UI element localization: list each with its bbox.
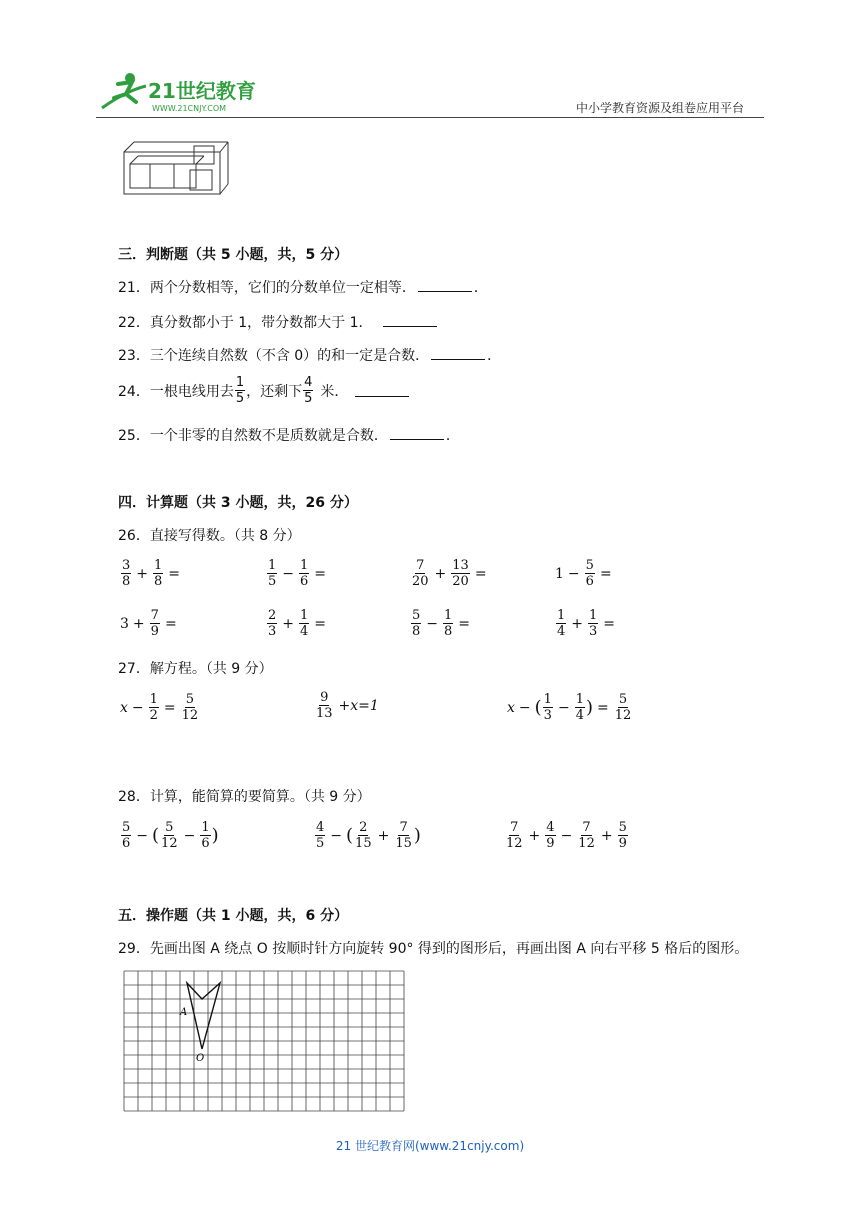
calculation-2: $\frac{4}{5}$ − ( $\frac{2}{15}$ + $\frac{7}{15}$ ) <box>316 820 421 851</box>
equation-1: x − $\frac{1}{2}$ = $\frac{5}{12}$ <box>120 692 199 723</box>
header-platform-name: 中小学教育资源及组卷应用平台 <box>576 101 745 115</box>
question-24: 24．一根电线用去 $\frac{1}{5}$ ，还剩下 $\frac{4}{5}$ 米． <box>118 375 411 406</box>
question-22: 22．真分数都小于 1，带分数都大于 1． <box>118 312 439 332</box>
question-29: 29．先画出图 A 绕点 O 按顺时针方向旋转 90° 得到的图形后，再画出图 A 向右平移 5 格后的图形。 <box>118 941 749 957</box>
question-26: 26．直接写得数。（共 8 分） <box>118 528 301 544</box>
section-4-title: 四．计算题（共 3 小题，共，26 分） <box>118 495 358 511</box>
logo-text: 21世纪教育 <box>148 79 256 103</box>
site-logo <box>96 68 266 116</box>
oral-calc-item: $\frac{7}{20}$ + $\frac{13}{20}$ = <box>412 558 487 589</box>
oral-calc-item: 1 − $\frac{5}{6}$ = <box>555 558 612 589</box>
label-o: O <box>196 1053 205 1064</box>
question-25: 25．一个非零的自然数不是质数就是合数． ． <box>118 428 460 444</box>
fraction: $\frac{4}{5}$ <box>304 375 313 406</box>
calculation-1: $\frac{5}{6}$ − ( $\frac{5}{12}$ − $\frac{1}{6}$ ) <box>122 820 219 851</box>
answer-blank-23[interactable] <box>431 347 485 360</box>
logo-subtext: WWW.21CNJY.COM <box>152 104 227 113</box>
answer-blank-24[interactable] <box>355 384 409 397</box>
equation-2: $\frac{9}{13}$ +x=1 <box>316 690 379 721</box>
calculation-3: $\frac{7}{12}$ + $\frac{4}{9}$ − $\frac{7}{12}$ + $\frac{5}{9}$ <box>506 820 627 851</box>
oral-calc-item: $\frac{1}{5}$ − $\frac{1}{6}$ = <box>268 558 327 589</box>
question-23: 23．三个连续自然数（不含 0）的和一定是合数． ． <box>118 348 502 364</box>
cube-figure <box>120 134 230 202</box>
question-21: 21．两个分数相等，它们的分数单位一定相等． ． <box>118 280 488 296</box>
question-27: 27．解方程。（共 9 分） <box>118 661 273 677</box>
answer-blank-22[interactable] <box>383 314 437 327</box>
answer-blank-21[interactable] <box>418 279 472 292</box>
header-divider <box>96 117 764 118</box>
drawing-grid[interactable] <box>122 969 412 1119</box>
oral-calc-item: $\frac{1}{4}$ + $\frac{1}{3}$ = <box>557 608 616 639</box>
equation-3: x − ( $\frac{1}{3}$ − $\frac{1}{4}$ ) = $\frac{5}{12}$ <box>507 692 632 723</box>
oral-calc-item: 3 + $\frac{7}{9}$ = <box>120 608 177 639</box>
footer-text: 21 世纪教育网(www.21cnjy.com) <box>335 1139 525 1153</box>
fraction: $\frac{1}{5}$ <box>235 375 245 406</box>
section-3-title: 三．判断题（共 5 小题，共，5 分） <box>118 247 349 263</box>
answer-blank-25[interactable] <box>390 427 444 440</box>
label-a: A <box>180 1007 188 1018</box>
oral-calc-item: $\frac{3}{8}$ + $\frac{1}{8}$ = <box>122 558 181 589</box>
question-28: 28．计算，能简算的要简算。（共 9 分） <box>118 789 371 805</box>
shape-a <box>187 983 220 1049</box>
section-5-title: 五．操作题（共 1 小题，共，6 分） <box>118 908 349 924</box>
oral-calc-item: $\frac{5}{8}$ − $\frac{1}{8}$ = <box>412 608 471 639</box>
oral-calc-item: $\frac{2}{3}$ + $\frac{1}{4}$ = <box>268 608 327 639</box>
